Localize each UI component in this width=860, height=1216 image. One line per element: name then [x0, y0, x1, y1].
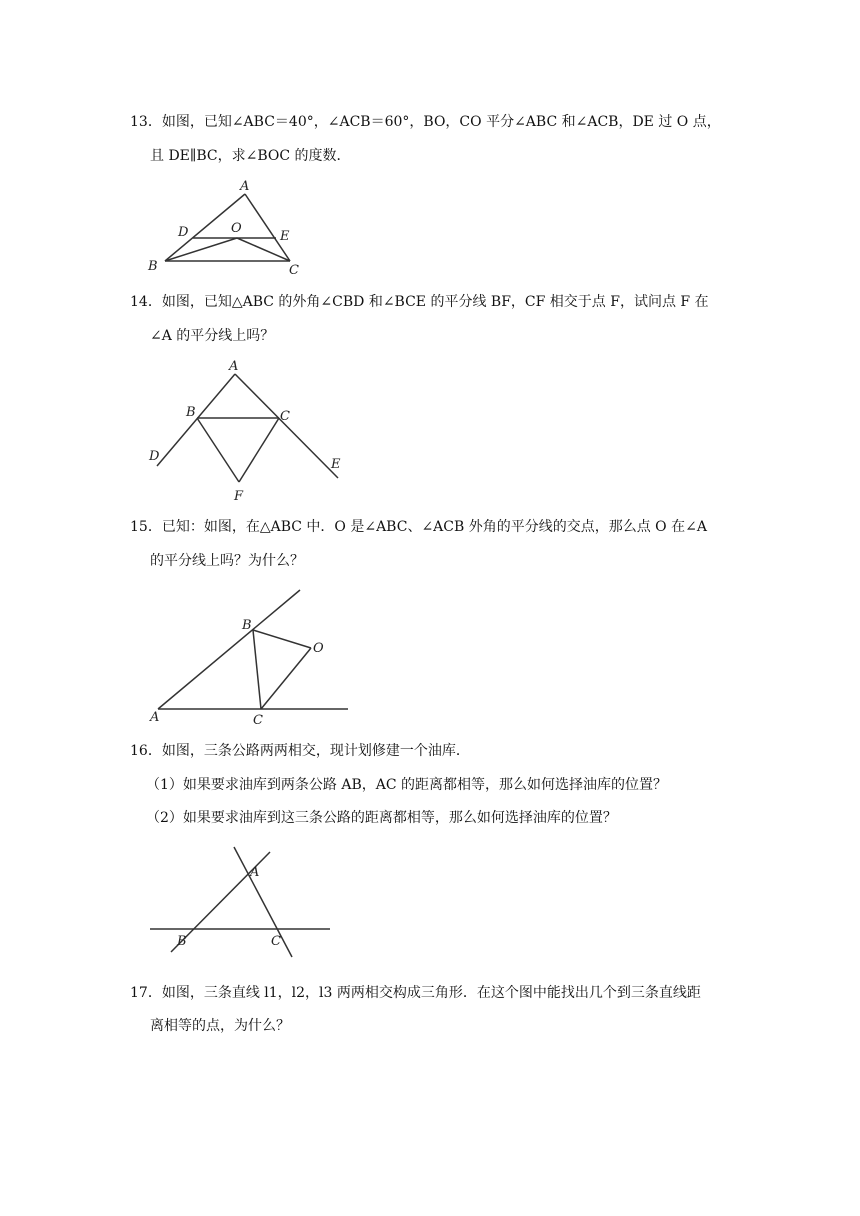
- problem-16-subquestion-1: （1）如果要求油库到两条公路 AB，AC 的距离都相等，那么如何选择油库的位置？: [146, 777, 668, 793]
- problem-17-number: 17．: [130, 985, 162, 1001]
- problem-16-number: 16．: [130, 743, 162, 759]
- label-e: E: [280, 229, 290, 244]
- label-o: O: [313, 641, 324, 656]
- label-d: D: [149, 449, 160, 464]
- label-e: E: [331, 457, 341, 472]
- problem-16-text-1: 如图，三条公路两两相交，现计划修建一个油库．: [161, 743, 470, 759]
- label-b: B: [186, 405, 196, 420]
- problem-14-number: 14．: [130, 294, 162, 310]
- problem-15-number: 15．: [130, 519, 162, 535]
- label-f: F: [234, 489, 244, 504]
- label-b: B: [242, 618, 252, 633]
- label-c: C: [280, 409, 290, 424]
- label-c: C: [289, 263, 299, 278]
- problem-17-line-2: 离相等的点，为什么？: [150, 1018, 290, 1034]
- label-b: B: [177, 934, 187, 949]
- label-d: D: [178, 225, 189, 240]
- problem-17-line-1: [130, 983, 701, 1003]
- problem-17-text-1: 如图，三条直线 l1，l2，l3 两两相交构成三角形．在这个图中能找出几个到三条直线距: [161, 985, 701, 1001]
- problem-14-line-2: ∠A 的平分线上吗？: [150, 328, 275, 344]
- problem-15-line-2: 的平分线上吗？为什么？: [150, 553, 304, 569]
- problem-13-number: 13．: [130, 114, 162, 130]
- label-a: A: [250, 865, 260, 880]
- problem-16-subquestion-2: （2）如果要求油库到这三条公路的距离都相等，那么如何选择油库的位置？: [146, 810, 617, 826]
- problem-13-text-1: 如图，已知∠ABC＝40°，∠ACB＝60°，BO，CO 平分∠ABC 和∠ACB，DE 过 O 点，: [161, 114, 721, 130]
- label-o: O: [231, 221, 242, 236]
- label-a: A: [240, 179, 250, 194]
- problem-13-line-2: 且 DE∥BC，求∠BOC 的度数．: [150, 148, 351, 164]
- road-ac: [234, 847, 292, 957]
- label-b: B: [148, 259, 158, 274]
- label-a: A: [150, 710, 160, 725]
- label-a: A: [229, 359, 239, 374]
- label-c: C: [271, 934, 281, 949]
- problem-14-text-1: 如图，已知△ABC 的外角∠CBD 和∠BCE 的平分线 BF，CF 相交于点 F，试问点 F 在: [161, 294, 709, 310]
- problem-15-text-1: 已知：如图，在△ABC 中．O 是∠ABC、∠ACB 外角的平分线的交点，那么点 O 在∠A: [161, 519, 707, 535]
- label-c: C: [253, 713, 263, 728]
